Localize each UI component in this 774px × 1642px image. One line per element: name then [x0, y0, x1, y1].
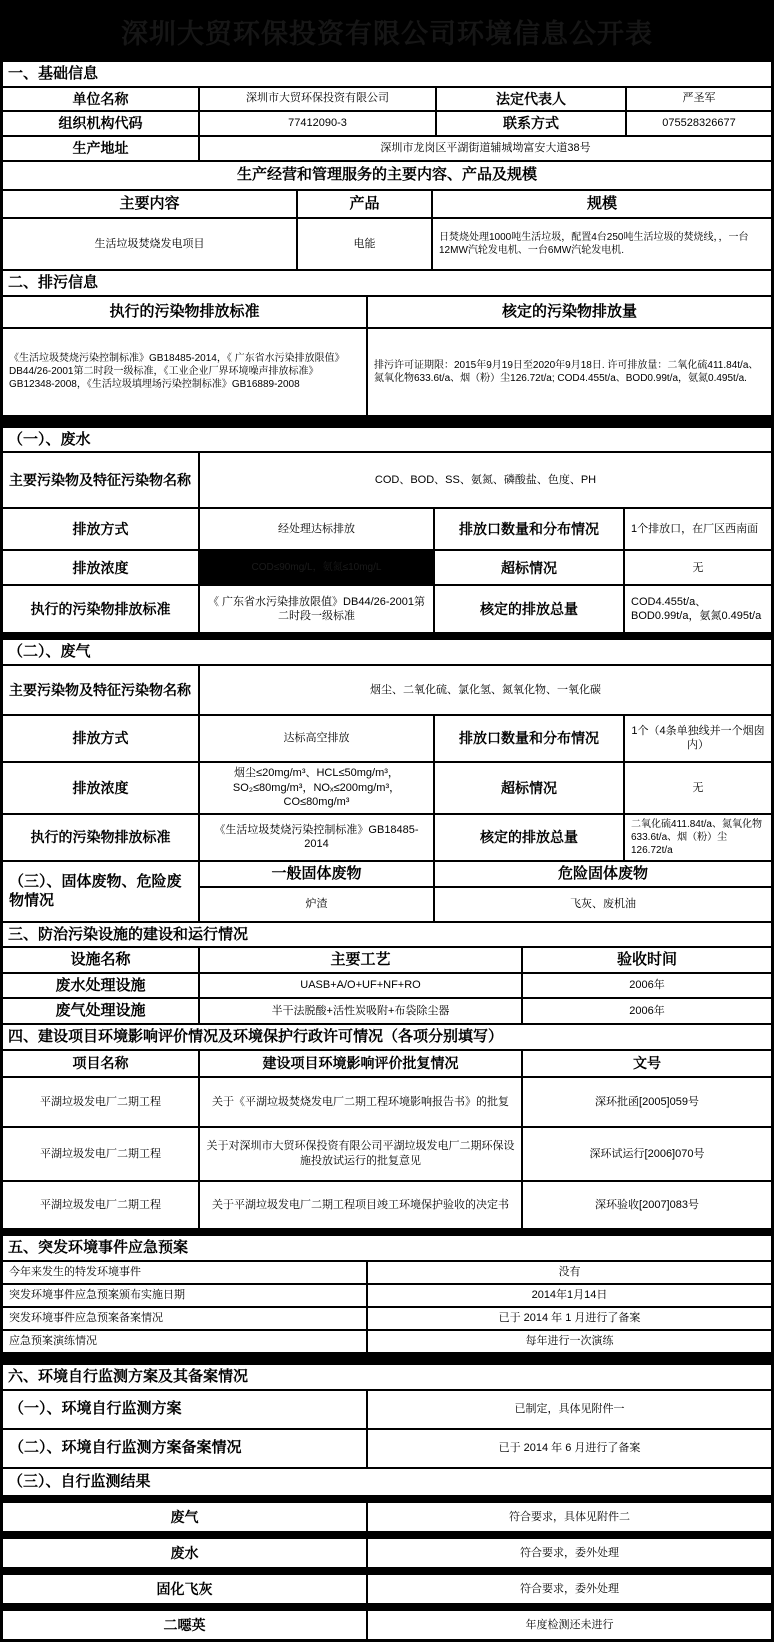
emergency-value: 每年进行一次演练 [368, 1331, 771, 1352]
ww-std-value: 《 广东省水污染排放限值》DB44/26-2001第二时段一级标准 [200, 586, 433, 632]
scale-label: 规模 [433, 191, 771, 217]
contact-value: 075528326677 [627, 112, 771, 135]
wg-total-label: 核定的排放总量 [435, 815, 623, 860]
section-wastegas-heading: （二）、废气 [3, 640, 771, 664]
discharge-quota-label: 核定的污染物排放量 [368, 297, 771, 327]
document-title: 深圳大贸环保投资有限公司环境信息公开表 [121, 18, 653, 49]
discharge-std-value: 《生活垃圾焚烧污染控制标准》GB18485-2014，《 广东省水污染排放限值》DB44/26-2001第二时段一级标准，《工业企业厂界环境噪声排放标准》GB12348-2008，《生活垃圾填埋场污染控制标准》GB16889-2008 [3, 329, 366, 415]
facility-accept: 2006年 [523, 974, 771, 998]
section-divider [3, 634, 771, 638]
eia-doc: 深环试运行[2006]070号 [523, 1128, 771, 1180]
wg-conc-value: 烟尘≤20mg/m³、HCL≤50mg/m³，SO₂≤80mg/m³，NOₓ≤200mg/m³，CO≤80mg/m³ [200, 763, 433, 813]
result-value: 符合要求，委外处理 [368, 1539, 771, 1567]
result-value: 年度检测还未进行 [368, 1611, 771, 1639]
result-label: 固化飞灰 [3, 1575, 366, 1603]
eia-project: 平湖垃圾发电厂二期工程 [3, 1078, 198, 1126]
monitoring-record-label: （二）、环境自行监测方案备案情况 [3, 1430, 366, 1467]
contact-label: 联系方式 [437, 112, 625, 135]
emergency-value: 2014年1月14日 [368, 1285, 771, 1306]
eia-approval: 关于平湖垃圾发电厂二期工程项目竣工环境保护验收的决定书 [200, 1182, 521, 1228]
title-band [0, 0, 774, 62]
facility-name: 废水处理设施 [3, 974, 198, 998]
ww-total-value: COD4.455t/a、BOD0.99t/a，氨氮0.495t/a [625, 586, 771, 632]
eia-approval: 关于对深圳市大贸环保投资有限公司平湖垃圾发电厂二期环保设施投放试运行的批复意见 [200, 1128, 521, 1180]
eia-row [3, 1182, 771, 1228]
wg-outlets-label: 排放口数量和分布情况 [435, 716, 623, 761]
discharge-std-label: 执行的污染物排放标准 [3, 297, 366, 327]
ww-outlets-label: 排放口数量和分布情况 [435, 509, 623, 549]
wg-exceed-label: 超标情况 [435, 763, 623, 813]
section-divider [3, 417, 771, 426]
solid-general-value: 炉渣 [200, 888, 433, 921]
wg-std-value: 《生活垃圾焚烧污染控制标准》GB18485-2014 [200, 815, 433, 860]
eia-doc: 深环批函[2005]059号 [523, 1078, 771, 1126]
eia-row [3, 1128, 771, 1180]
emergency-label: 突发环境事件应急预案颁布实施日期 [3, 1285, 366, 1306]
org-code-label: 组织机构代码 [3, 112, 198, 135]
eia-approval-label: 建设项目环境影响评价批复情况 [200, 1051, 521, 1076]
business-heading: 生产经营和管理服务的主要内容、产品及规模 [3, 162, 771, 189]
ww-exceed-label: 超标情况 [435, 551, 623, 584]
facility-accept: 2006年 [523, 999, 771, 1023]
section-monitoring-heading: 六、环境自行监测方案及其备案情况 [3, 1365, 771, 1389]
section-basic-heading: 一、基础信息 [3, 62, 771, 86]
section-divider [3, 1230, 771, 1234]
facility-name-label: 设施名称 [3, 948, 198, 972]
section-divider [3, 1354, 771, 1363]
facility-name: 废气处理设施 [3, 999, 198, 1023]
solidwaste-subtable [200, 862, 771, 921]
facility-process-label: 主要工艺 [200, 948, 521, 972]
eia-row [3, 1078, 771, 1126]
discharge-quota-value: 排污许可证期限：2015年9月19日至2020年9月18日. 许可排放量：二氧化硫411.84t/a、氮氧化物633.6t/a、烟（粉）尘126.72t/a; COD4.455t/a、BOD0.99t/a，氨氮0.495t/a. [368, 329, 771, 415]
org-code-value: 77412090-3 [200, 112, 435, 135]
product-label: 产品 [298, 191, 431, 217]
section-facilities-heading: 三、防治污染设施的建设和运行情况 [3, 923, 771, 947]
emergency-value: 没有 [368, 1262, 771, 1283]
ww-total-label: 核定的排放总量 [435, 586, 623, 632]
facility-process: 半干法脱酸+活性炭吸附+布袋除尘器 [200, 999, 521, 1023]
wg-mode-label: 排放方式 [3, 716, 198, 761]
main-content-label: 主要内容 [3, 191, 296, 217]
wg-outlets-value: 1个（4条单独线并一个烟囱内） [625, 716, 771, 761]
main-content-value: 生活垃圾焚烧发电项目 [3, 219, 296, 269]
result-value: 符合要求，委外处理 [368, 1575, 771, 1603]
result-label: 二噁英 [3, 1611, 366, 1639]
emergency-label: 突发环境事件应急预案备案情况 [3, 1308, 366, 1329]
monitoring-result-row [3, 1503, 771, 1531]
result-label: 废水 [3, 1539, 366, 1567]
result-value: 符合要求，具体见附件二 [368, 1503, 771, 1531]
monitoring-plan-value: 已制定，具体见附件一 [368, 1391, 771, 1428]
emergency-row [3, 1262, 771, 1283]
section-emergency-heading: 五、突发环境事件应急预案 [3, 1236, 771, 1260]
address-value: 深圳市龙岗区平湖街道辅城坳富安大道38号 [200, 137, 771, 160]
wg-total-value: 二氧化硫411.84t/a、氮氧化物633.6t/a、烟（粉）尘126.72t/a [625, 815, 771, 860]
emergency-value: 已于 2014 年 1 月进行了备案 [368, 1308, 771, 1329]
solid-hazard-value: 飞灰、废机油 [435, 888, 771, 921]
monitoring-result-row [3, 1539, 771, 1567]
ww-exceed-value: 无 [625, 551, 771, 584]
scale-value: 日焚烧处理1000吨生活垃圾，配置4台250吨生活垃圾的焚烧线，，一台12MW汽轮发电机、一台6MW汽轮发电机. [433, 219, 771, 269]
eia-doc-label: 文号 [523, 1051, 771, 1076]
monitoring-result-row [3, 1611, 771, 1639]
section-divider [3, 1497, 771, 1501]
emergency-label: 应急预案演练情况 [3, 1331, 366, 1352]
section-wastewater-heading: （一）、废水 [3, 428, 771, 452]
eia-project: 平湖垃圾发电厂二期工程 [3, 1128, 198, 1180]
emergency-row [3, 1285, 771, 1306]
wg-conc-label: 排放浓度 [3, 763, 198, 813]
row-divider [3, 1569, 771, 1573]
result-label: 废气 [3, 1503, 366, 1531]
eia-approval: 关于《平湖垃圾焚烧发电厂二期工程环境影响报告书》的批复 [200, 1078, 521, 1126]
section-discharge-heading: 二、排污信息 [3, 271, 771, 295]
ww-conc-label: 排放浓度 [3, 551, 198, 584]
ww-mode-value: 经处理达标排放 [200, 509, 433, 549]
row-divider [3, 1533, 771, 1537]
section-solidwaste-heading: （三）、固体废物、危险废物情况 [3, 862, 198, 921]
address-label: 生产地址 [3, 137, 198, 160]
wg-mode-value: 达标高空排放 [200, 716, 433, 761]
section-eia-heading: 四、建设项目环境影响评价情况及环境保护行政许可情况（各项分别填写） [3, 1025, 771, 1049]
disclosure-table [0, 62, 774, 1642]
wg-pollutants-label: 主要污染物及特征污染物名称 [3, 666, 198, 714]
emergency-label: 今年来发生的特发环境事件 [3, 1262, 366, 1283]
facility-process: UASB+A/O+UF+NF+RO [200, 974, 521, 998]
unit-name-label: 单位名称 [3, 88, 198, 110]
solid-general-label: 一般固体废物 [200, 862, 433, 886]
ww-mode-label: 排放方式 [3, 509, 198, 549]
facility-row [3, 974, 771, 998]
eia-project: 平湖垃圾发电厂二期工程 [3, 1182, 198, 1228]
row-divider [3, 1605, 771, 1609]
wg-exceed-value: 无 [625, 763, 771, 813]
wg-pollutants-value: 烟尘、二氧化硫、氯化氢、氮氧化物、一氧化碳 [200, 666, 771, 714]
monitoring-plan-label: （一）、环境自行监测方案 [3, 1391, 366, 1428]
solid-hazard-label: 危险固体废物 [435, 862, 771, 886]
monitoring-record-value: 已于 2014 年 6 月进行了备案 [368, 1430, 771, 1467]
ww-outlets-value: 1个排放口，在厂区西南面 [625, 509, 771, 549]
product-value: 电能 [298, 219, 431, 269]
monitoring-result-row [3, 1575, 771, 1603]
unit-name-value: 深圳市大贸环保投资有限公司 [200, 88, 435, 110]
wg-std-label: 执行的污染物排放标准 [3, 815, 198, 860]
eia-doc: 深环验收[2007]083号 [523, 1182, 771, 1228]
legal-rep-label: 法定代表人 [437, 88, 625, 110]
emergency-row [3, 1308, 771, 1329]
facility-row [3, 999, 771, 1023]
ww-conc-value-redacted: COD≤90mg/L，氨氮≤10mg/L [200, 551, 433, 584]
monitoring-result-heading: （三）、自行监测结果 [3, 1469, 771, 1495]
facility-accept-label: 验收时间 [523, 948, 771, 972]
eia-project-label: 项目名称 [3, 1051, 198, 1076]
ww-pollutants-value: COD、BOD、SS、氨氮、磷酸盐、色度、PH [200, 453, 771, 507]
ww-std-label: 执行的污染物排放标准 [3, 586, 198, 632]
ww-pollutants-label: 主要污染物及特征污染物名称 [3, 453, 198, 507]
legal-rep-value: 严圣军 [627, 88, 771, 110]
